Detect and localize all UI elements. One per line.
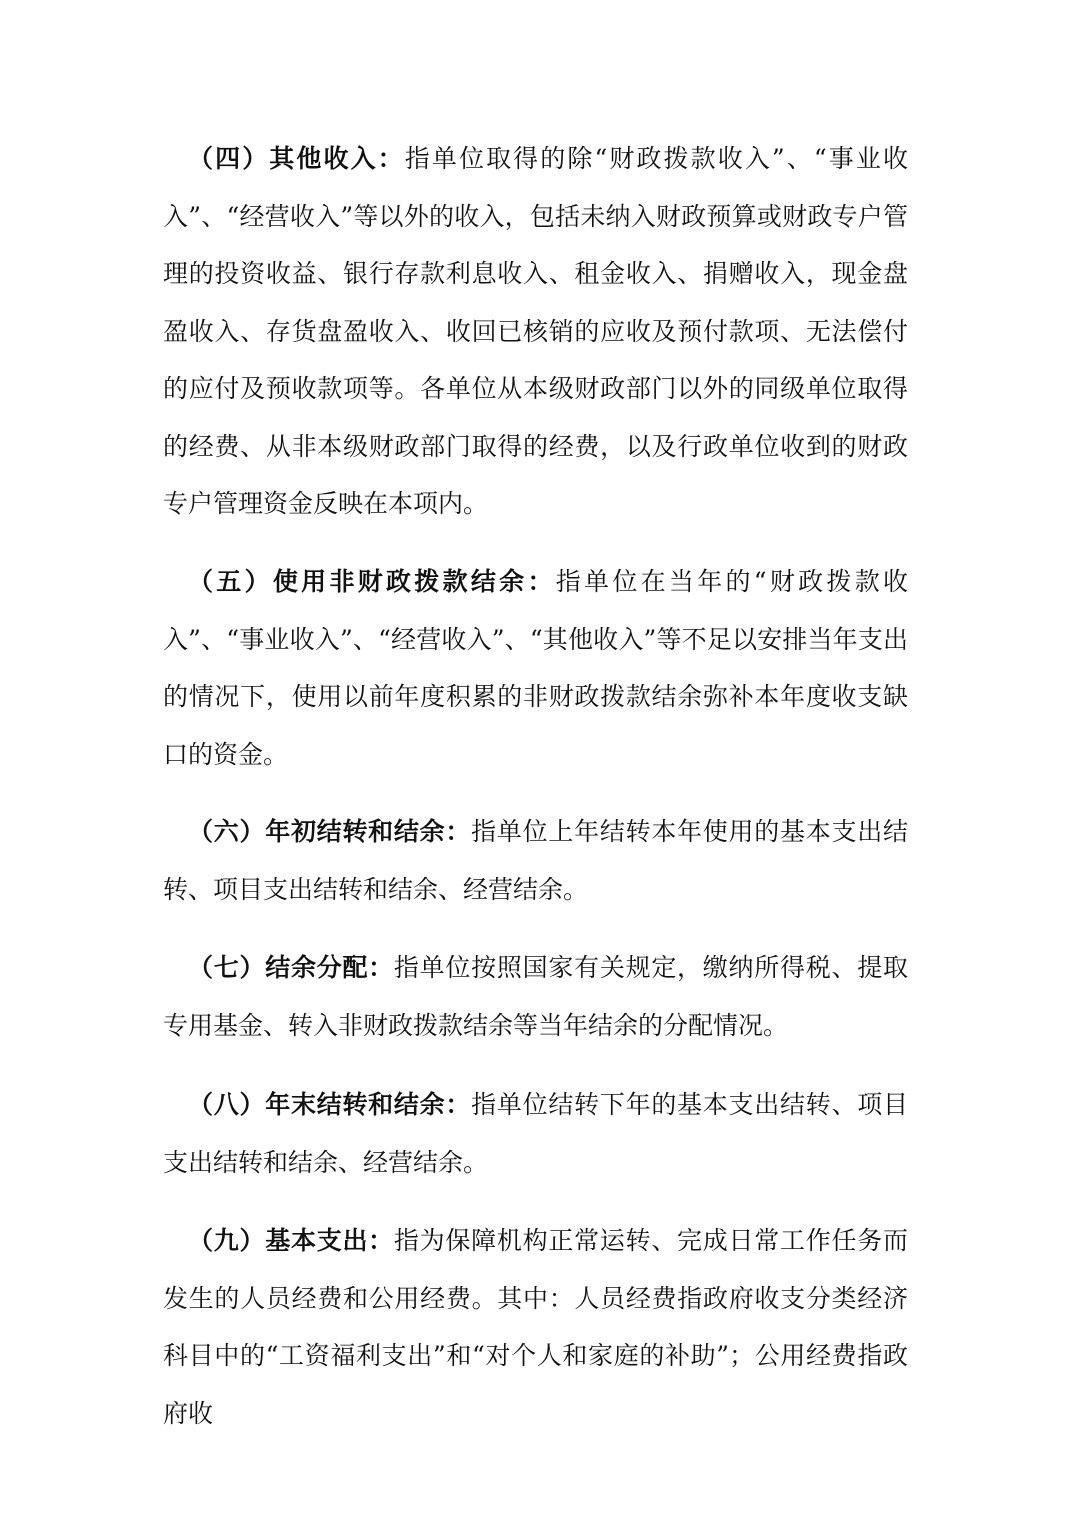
paragraph-body: 指为保障机构正常运转、完成日常工作任务而发生的人员经费和公用经费。其中：人员经费指政府收支分类经济科目中的“工资福利支出”和“对个人和家庭的补助”；公用经费指政府收: [163, 1226, 908, 1428]
paragraph-body: 指单位取得的除“财政拨款收入”、“事业收入”、“经营收入”等以外的收入，包括未纳入财政预算或财政专户管理的投资收益、银行存款利息收入、租金收入、捐赠收入，现金盘盈收入、存货盘盈收入、收回已核销的应收及预付款项、无法偿付的应付及预收款项等。各单位从本级财政部门以外的同级单位取得的经费、从非本级财政部门取得的经费，以及行政单位收到的财政专户管理资金反映在本项内。: [163, 144, 908, 518]
paragraph-body: 指单位在当年的“财政拨款收入”、“事业收入”、“经营收入”、“其他收入”等不足以安排当年支出的情况下，使用以前年度积累的非财政拨款结余弥补本年度收支缺口的资金。: [163, 567, 908, 769]
paragraph-heading: （九）基本支出：: [188, 1226, 394, 1255]
paragraph-balance-distribution: [163, 939, 908, 1054]
paragraph-body: 指单位上年结转本年使用的基本支出结转、项目支出结转和结余、经营结余。: [163, 817, 908, 904]
paragraph-year-end-carryover: [163, 1076, 908, 1191]
paragraph-beginning-carryover: [163, 803, 908, 918]
paragraph-body: 指单位按照国家有关规定，缴纳所得税、提取专用基金、转入非财政拨款结余等当年结余的分配情况。: [163, 953, 908, 1040]
paragraph-heading: （七）结余分配：: [188, 953, 394, 982]
paragraph-heading: （四）其他收入：: [188, 144, 405, 173]
paragraph-basic-expenditure: [163, 1212, 908, 1442]
paragraph-non-fiscal-balance: [163, 553, 908, 783]
paragraph-heading: （八）年末结转和结余：: [188, 1090, 472, 1119]
paragraph-body: 指单位结转下年的基本支出结转、项目支出结转和结余、经营结余。: [163, 1090, 908, 1177]
paragraph-heading: （五）使用非财政拨款结余：: [188, 567, 556, 596]
paragraph-other-income: [163, 130, 908, 533]
paragraph-heading: （六）年初结转和结余：: [188, 817, 472, 846]
